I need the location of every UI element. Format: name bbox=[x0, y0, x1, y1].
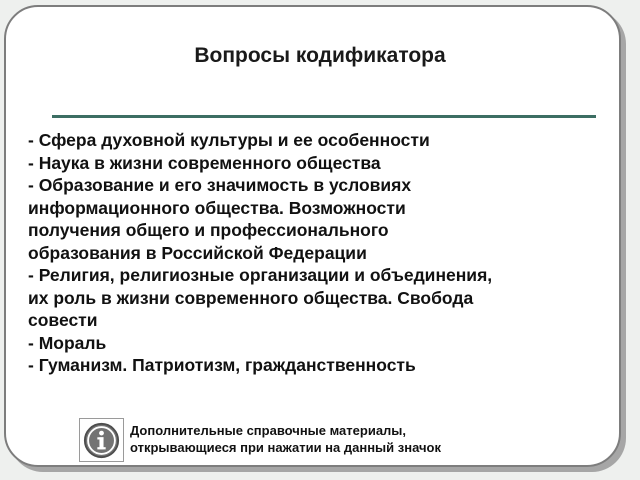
topic-item: - Сфера духовной культуры и ее особенности bbox=[28, 130, 430, 150]
topic-item: - Образование и его значимость в условиях информационного общества. Возможности получения общего и профессионального образования в Российской Федерации bbox=[28, 175, 412, 263]
topic-item: - Наука в жизни современного общества bbox=[28, 152, 381, 173]
info-icon bbox=[83, 422, 120, 459]
topic-item: - Религия, религиозные организации и объединения, их роль в жизни современного общества. Свобода совести bbox=[28, 265, 493, 330]
topic-item: - Гуманизм. Патриотизм, гражданственность bbox=[28, 355, 416, 375]
topic-item: - Мораль bbox=[28, 332, 107, 353]
info-note: Дополнительные справочные материалы, открывающиеся при нажатии на данный значок bbox=[130, 423, 441, 455]
title-divider bbox=[52, 115, 596, 118]
info-button[interactable] bbox=[79, 418, 124, 462]
topic-list bbox=[28, 129, 613, 377]
slide-title: Вопросы кодификатора bbox=[194, 44, 446, 67]
